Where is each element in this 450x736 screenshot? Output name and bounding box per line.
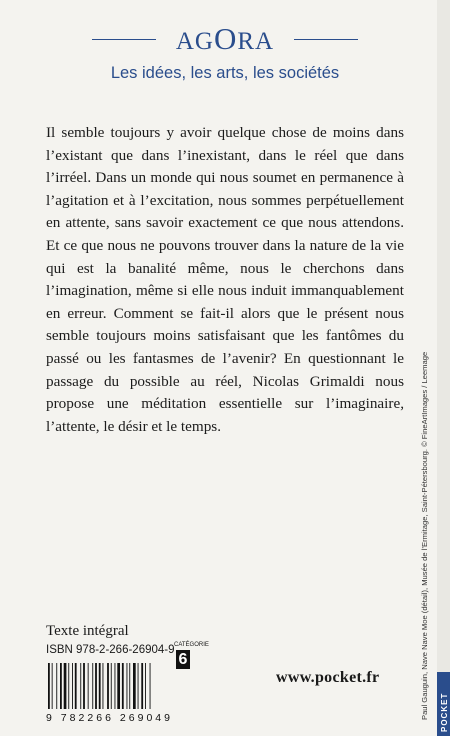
spine-strip (437, 0, 450, 736)
barcode (44, 661, 174, 723)
barcode-bar (88, 663, 89, 709)
barcode-bar (129, 663, 130, 709)
series-logo-left: AG (175, 28, 214, 55)
series-header (0, 21, 450, 56)
category-number: 6 (176, 650, 190, 669)
image-credit: Paul Gauguin, Nave Nave Moe (détail), Musée de l’Ermitage, Saint-Pétersbourg. © FineArtImages / Leemage (420, 351, 429, 720)
barcode-bar (48, 663, 50, 709)
barcode-bar (95, 663, 97, 709)
barcode-bar (141, 663, 143, 709)
series-logo (156, 21, 294, 57)
series-logo-o: O (213, 21, 238, 56)
barcode-bar (83, 663, 85, 709)
category-label: CATÉGORIE (174, 642, 209, 648)
barcode-bar (145, 663, 146, 709)
series-rule-right (294, 39, 358, 40)
barcode-bars (48, 663, 151, 709)
barcode-bar (52, 663, 53, 709)
barcode-bar (92, 663, 93, 709)
barcode-bar (127, 663, 128, 709)
barcode-bar (72, 663, 73, 709)
barcode-bar (75, 663, 77, 709)
blurb-text: Il semble toujours y avoir quelque chose de moins dans l’existant que dans l’inexistant, dans le réel que dans l’irréel. Dans un monde qui nous soumet en permanence à l’agitation et à l’excitation, nous sommes perpétuellement en attente, sans savoir exactement ce que nous attendons. Et ce que nous ne pouvons trouver dans la nature de la vie qui est la banalité même, nous le cherchons dans l’imagination, même si elle nous induit immanquablement en erreur. Comment se fait-il alors que le présent nous semble toujours moins satisfaisant que les fantômes du passé ou les fantasmes de l’avenir? En questionnant le passage du possible au réel, Nicolas Grimaldi nous propose une méditation essentielle sur l’imaginaire, l’attente, le désir et le temps. (46, 124, 404, 435)
series-subtitle: Les idées, les arts, les sociétés (110, 64, 340, 82)
barcode-bar (64, 663, 67, 709)
barcode-number: 9 782266 269049 (46, 712, 170, 723)
series-rule-left (92, 39, 156, 40)
barcode-bar (115, 663, 116, 709)
barcode-bar (111, 663, 112, 709)
barcode-bar (56, 663, 57, 709)
barcode-bar (117, 663, 120, 709)
barcode-bar (60, 663, 62, 709)
isbn: ISBN 978-2-266-26904-9 (46, 644, 175, 656)
texte-integral-label: Texte intégral (46, 623, 129, 639)
barcode-bar (68, 663, 69, 709)
barcode-bar (107, 663, 109, 709)
barcode-bar (133, 663, 136, 709)
barcode-bar (138, 663, 139, 709)
spine-label: POCKET (440, 692, 449, 732)
barcode-bar (80, 663, 81, 709)
series-logo-right: RA (237, 28, 275, 55)
barcode-bar (122, 663, 124, 709)
barcode-bar (103, 663, 104, 709)
barcode-bar (150, 663, 151, 709)
barcode-bar (99, 663, 101, 709)
website-url: www.pocket.fr (276, 669, 380, 686)
